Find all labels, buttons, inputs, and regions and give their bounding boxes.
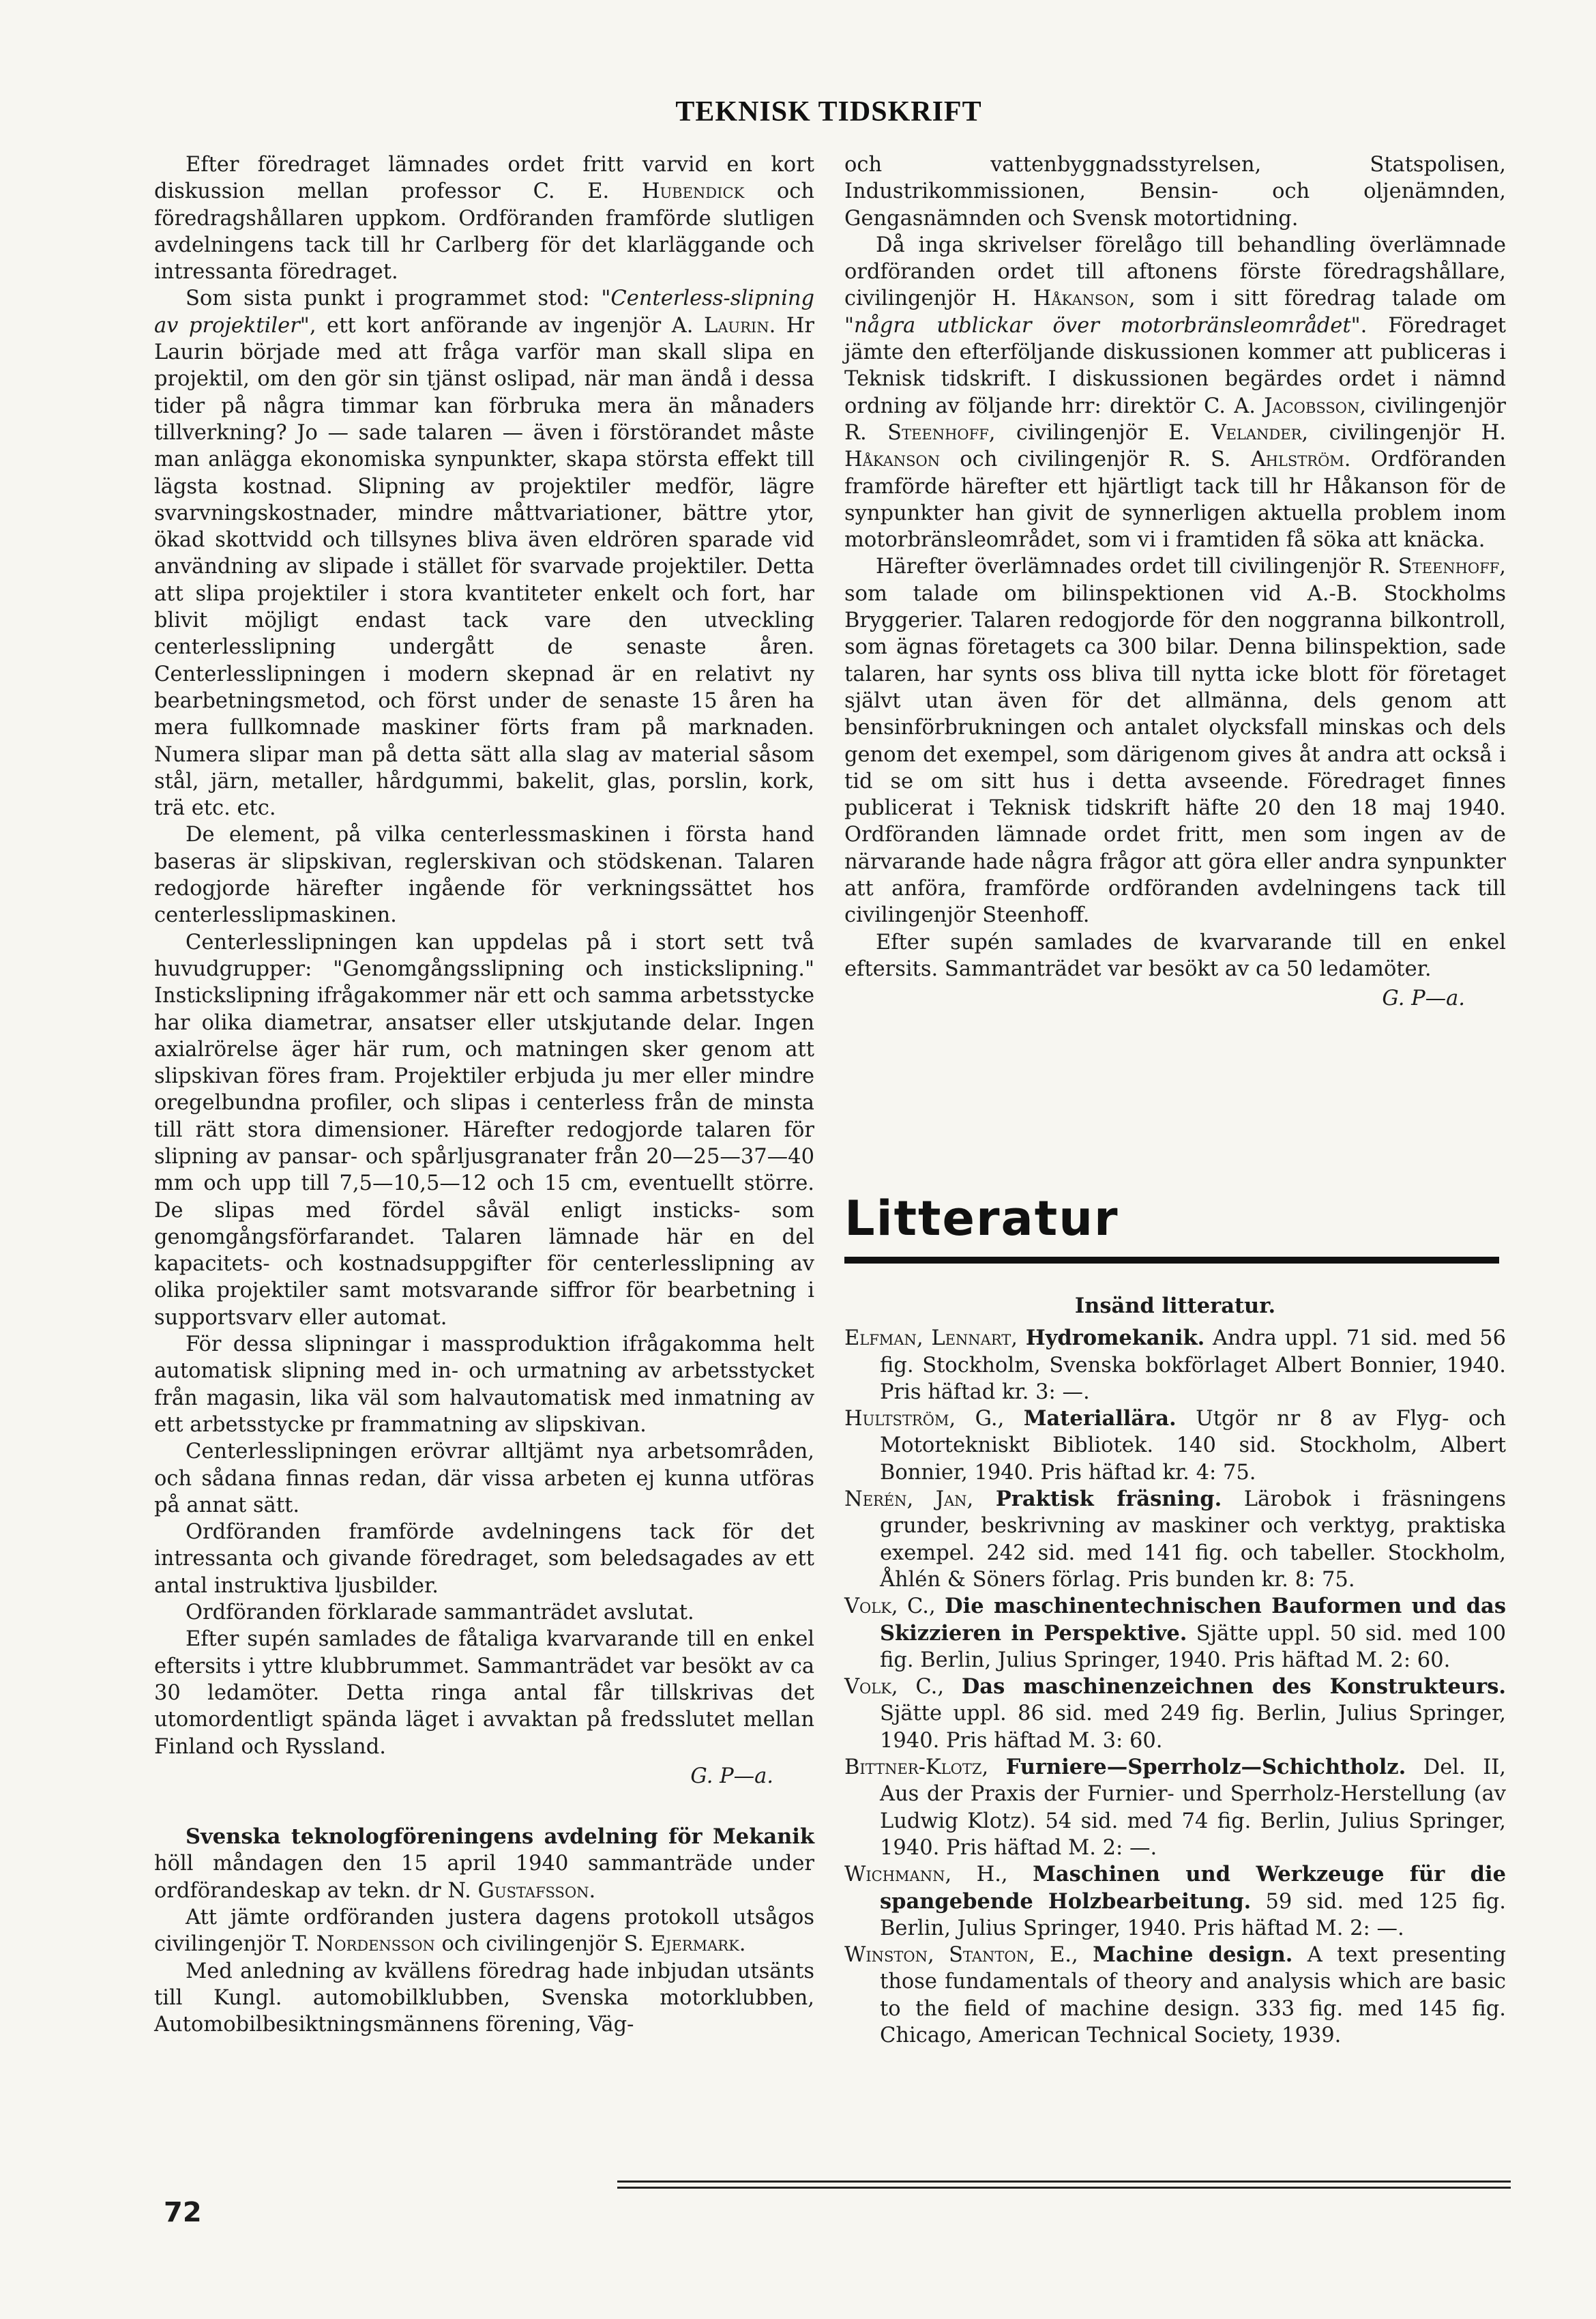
paragraph: Svenska teknologföreningens avdelning för Mekanik höll måndagen den 15 april 1940 sammanträde under ordförandeskap av tekn. dr N. Gustafsson. — [154, 1824, 814, 1903]
literature-entry: Hultström, G., Materiallära. Utgör nr 8 av Flyg- och Motortekniskt Bibliotek. 140 sid. Stockholm, Albert Bonnier, 1940. Pris häftad kr. 4: 75. — [844, 1406, 1506, 1485]
paragraph: De element, på vilka centerlessmaskinen i första hand baseras är slipskivan, reglerskivan och stödskenan. Talaren redogjorde härefter ingående för verkningssättet hos centerlesslipmaskinen. — [154, 823, 814, 928]
literature-entry: Bittner-Klotz, Furniere—Sperrholz—Schichtholz. Del. II, Aus der Praxis der Furnier- und Sperrholz-Herstellung (av Ludwig Klotz). 54 sid. med 74 fig. Berlin, Julius Springer, 1940. Pris häftad M. 2: —. — [844, 1755, 1506, 1860]
signature: G. P—a. — [690, 1764, 773, 1788]
literature-entry: Nerén, Jan, Praktisk fräsning. Lärobok i fräsningens grunder, beskrivning av maskiner och verktyg, praktiska exempel. 242 sid. med 141 fig. och tabeller. Stockholm, Åhlén & Söners förlag. Pris bunden kr. 8: 75. — [844, 1487, 1507, 1592]
footer-rule — [617, 2187, 1511, 2189]
paragraph: För dessa slipningar i massproduktion ifrågakomma helt automatisk slipning med in- och urmatning av arbetsstycket från magasin, lika väl som halvautomatisk med inmatning av ett arbetsstycke pr frammatning av slipskivan. — [154, 1332, 814, 1437]
paragraph: Med anledning av kvällens föredrag hade inbjudan utsänts till Kungl. automobilklubben, Svenska motorklubben, Automobilbesiktningsmännens förening, Väg- — [154, 1959, 814, 2037]
paragraph: Centerlesslipningen erövrar alltjämt nya arbetsområden, och sådana finnas redan, där vissa arbeten ej kunna utföras på annat sätt. — [154, 1440, 814, 1517]
literature-entry: Wichmann, H., Maschinen und Werkzeuge für die spangebende Holzbearbeitung. 59 sid. med 125 fig. Berlin, Julius Springer, 1940. Pris häftad M. 2: —. — [844, 1862, 1507, 1940]
literature-entry: Volk, C., Das maschinenzeichnen des Konstrukteurs. Sjätte uppl. 86 sid. med 249 fig. Berlin, Julius Springer, 1940. Pris häftad M. 3: 60. — [844, 1674, 1506, 1753]
section-rule — [844, 1257, 1499, 1264]
left-column — [154, 151, 814, 2038]
paragraph: Härefter överlämnades ordet till civilingenjör R. Steenhoff, som talade om bilinspektionen vid A.-B. Stockholms Bryggerier. Talaren redogjorde för den noggranna bilkontroll, som ägnas företagets ca 300 bilar. Denna bilinspektion, sade talaren, har synts oss bliva till nytta icke blott för företaget självt utan även för det allmänna, dels genom att bensinförbrukningen och antalet olycksfall minskas och dels genom det exempel, som därigenom gives åt andra att också i tid se om sitt hus i detta avseende. Föredraget finnes publicerat i Teknisk tidskrift häfte 20 den 18 maj 1940. Ordföranden lämnade ordet fritt, men som ingen av de närvarande hade några frågor att göra eller andra synpunkter att anföra, framförde ordföranden avdelningens tack till civilingenjör Steenhoff. — [844, 555, 1506, 928]
section-lead: Svenska teknologföreningens avdelning för Mekanik — [186, 1824, 814, 1850]
right-column — [844, 151, 1506, 1012]
page-number: 72 — [164, 2197, 202, 2228]
footer-rule — [617, 2181, 1511, 2183]
signature: G. P—a. — [1382, 987, 1465, 1011]
paragraph: Efter supén samlades de kvarvarande till en enkel eftersits. Sammanträdet var besökt av ca 50 ledamöter. — [844, 930, 1506, 981]
literature-subtitle: Insänd litteratur. — [1074, 1294, 1276, 1318]
paragraph: Efter supén samlades de fåtaliga kvarvarande till en enkel eftersits i yttre klubbrummet. Sammanträdet var besökt av ca 30 ledamöter. Detta ringa antal får tillskrivas det utomordentligt spända läget i avvaktan på fredsslutet mellan Finland och Ryssland. — [154, 1627, 814, 1759]
section-title-litteratur: Litteratur — [844, 1191, 1119, 1246]
paragraph: Att jämte ordföranden justera dagens protokoll utsågos civilingenjör T. Nordensson och civilingenjör S. Ejermark. — [154, 1906, 814, 1957]
literature-list — [844, 1293, 1506, 2049]
literature-entry: Elfman, Lennart, Hydromekanik. Andra uppl. 71 sid. med 56 fig. Stockholm, Svenska bokförlaget Albert Bonnier, 1940. Pris häftad kr. 3: —. — [844, 1326, 1506, 1404]
paragraph: Ordföranden framförde avdelningens tack för det intressanta och givande föredraget, som beledsagades av ett antal instruktiva ljusbilder. — [154, 1520, 814, 1598]
paragraph: Då inga skrivelser förelågo till behandling överlämnade ordföranden ordet till aftonens förste föredragshållare, civilingenjör H. Håkanson, som i sitt föredrag talade om "några utblickar över motorbränsleområdet". Föredraget jämte den efterföljande diskussionen kommer att publiceras i Teknisk tidskrift. I diskussionen begärdes ordet i nämnd ordning av följande hrr: direktör C. A. Jacobsson, civilingenjör R. Steenhoff, civilingenjör E. Velander, civilingenjör H. Håkanson och civilingenjör R. S. Ahlström. Ordföranden framförde härefter ett hjärtligt tack till hr Håkanson för de synpunkter han givit de synnerligen aktuella problem inom motorbränsleområdet, som vi i framtiden få söka att knäcka. — [844, 233, 1507, 553]
paragraph: och vattenbyggnadsstyrelsen, Statspolisen, Industrikommissionen, Bensin- och oljenämnden, Gengasnämnden och Svensk motortidning. — [844, 153, 1506, 231]
literature-entry: Volk, C., Die maschinentechnischen Bauformen und das Skizzieren in Perspektive. Sjätte uppl. 50 sid. med 100 fig. Berlin, Julius Springer, 1940. Pris häftad M. 2: 60. — [844, 1594, 1506, 1672]
paragraph: Som sista punkt i programmet stod: "Centerless-slipning av projektiler", ett kort anförande av ingenjör A. Laurin. Hr Laurin började med att fråga varför man skall slipa en projektil, om den gör sin tjänst oslipad, när man ändå i dessa tider på några timmar kan förbruka mera än månaders tillverkning? Jo — sade talaren — även i förstörandet måste man anlägga ekonomiska synpunkter, skapa största effekt till lägsta kostnad. Slipning av projektiler medför, lägre svarvningskostnader, mindre måttvariationer, bättre ytor, ökad skottvidd och tillsynes bliva även eldrören sparade vid användning av slipade i stället för svarvade projektiler. Detta att slipa projektiler i stora kvantiteter enkelt och fort, har blivit möjligt endast tack vare den utveckling centerlesslipning undergått de senaste åren. Centerlesslipningen i modern skepnad är en relativt ny bearbetningsmetod, och först under de senaste 15 åren ha mera fullkomnade maskiner förts fram på marknaden. Numera slipar man på detta sätt alla slag av material såsom stål, järn, metaller, hårdgummi, bakelit, glas, porslin, kork, trä etc. etc. — [154, 287, 814, 821]
paragraph: Ordföranden förklarade sammanträdet avslutat. — [186, 1601, 694, 1625]
paragraph: Efter föredraget lämnades ordet fritt varvid en kort diskussion mellan professor C. E. Hubendick och föredragshållaren uppkom. Ordföranden framförde slutligen avdelningens tack till hr Carlberg för det klarläggande och intressanta föredraget. — [154, 153, 814, 285]
paragraph: Centerlesslipningen kan uppdelas på i stort sett två huvudgrupper: "Genomgångsslipning och instickslipning." Instickslipning ifrågakommer när ett och samma arbetsstycke har olika diametrar, ansatser eller utskjutande delar. Ingen axialrörelse äger här rum, och matningen sker genom att slipskivan föres fram. Projektiler erbjuda ju mer eller mindre oregelbundna profiler, och slipas i centerless från de minsta till rätt stora dimensioner. Härefter redogjorde talaren för slipning av pansar- och spårljusgranater från 20—25—37—40 mm och upp till 7,5—10,5—12 och 15 cm, eventuellt större. De slipas med fördel såväl enligt insticks- som genomgångsförfarandet. Talaren lämnade här en del kapacitets- och kostnadsuppgifter för centerlesslipning av olika projektiler samt motsvarande siffror för bearbetning i supportsvarv eller automat. — [154, 930, 814, 1330]
running-header: TEKNISK TIDSKRIFT — [675, 96, 982, 128]
literature-entry: Winston, Stanton, E., Machine design. A text presenting those fundamentals of theory and analysis which are basic to the field of machine design. 333 fig. med 145 fig. Chicago, American Technical Society, 1939. — [844, 1942, 1506, 2048]
